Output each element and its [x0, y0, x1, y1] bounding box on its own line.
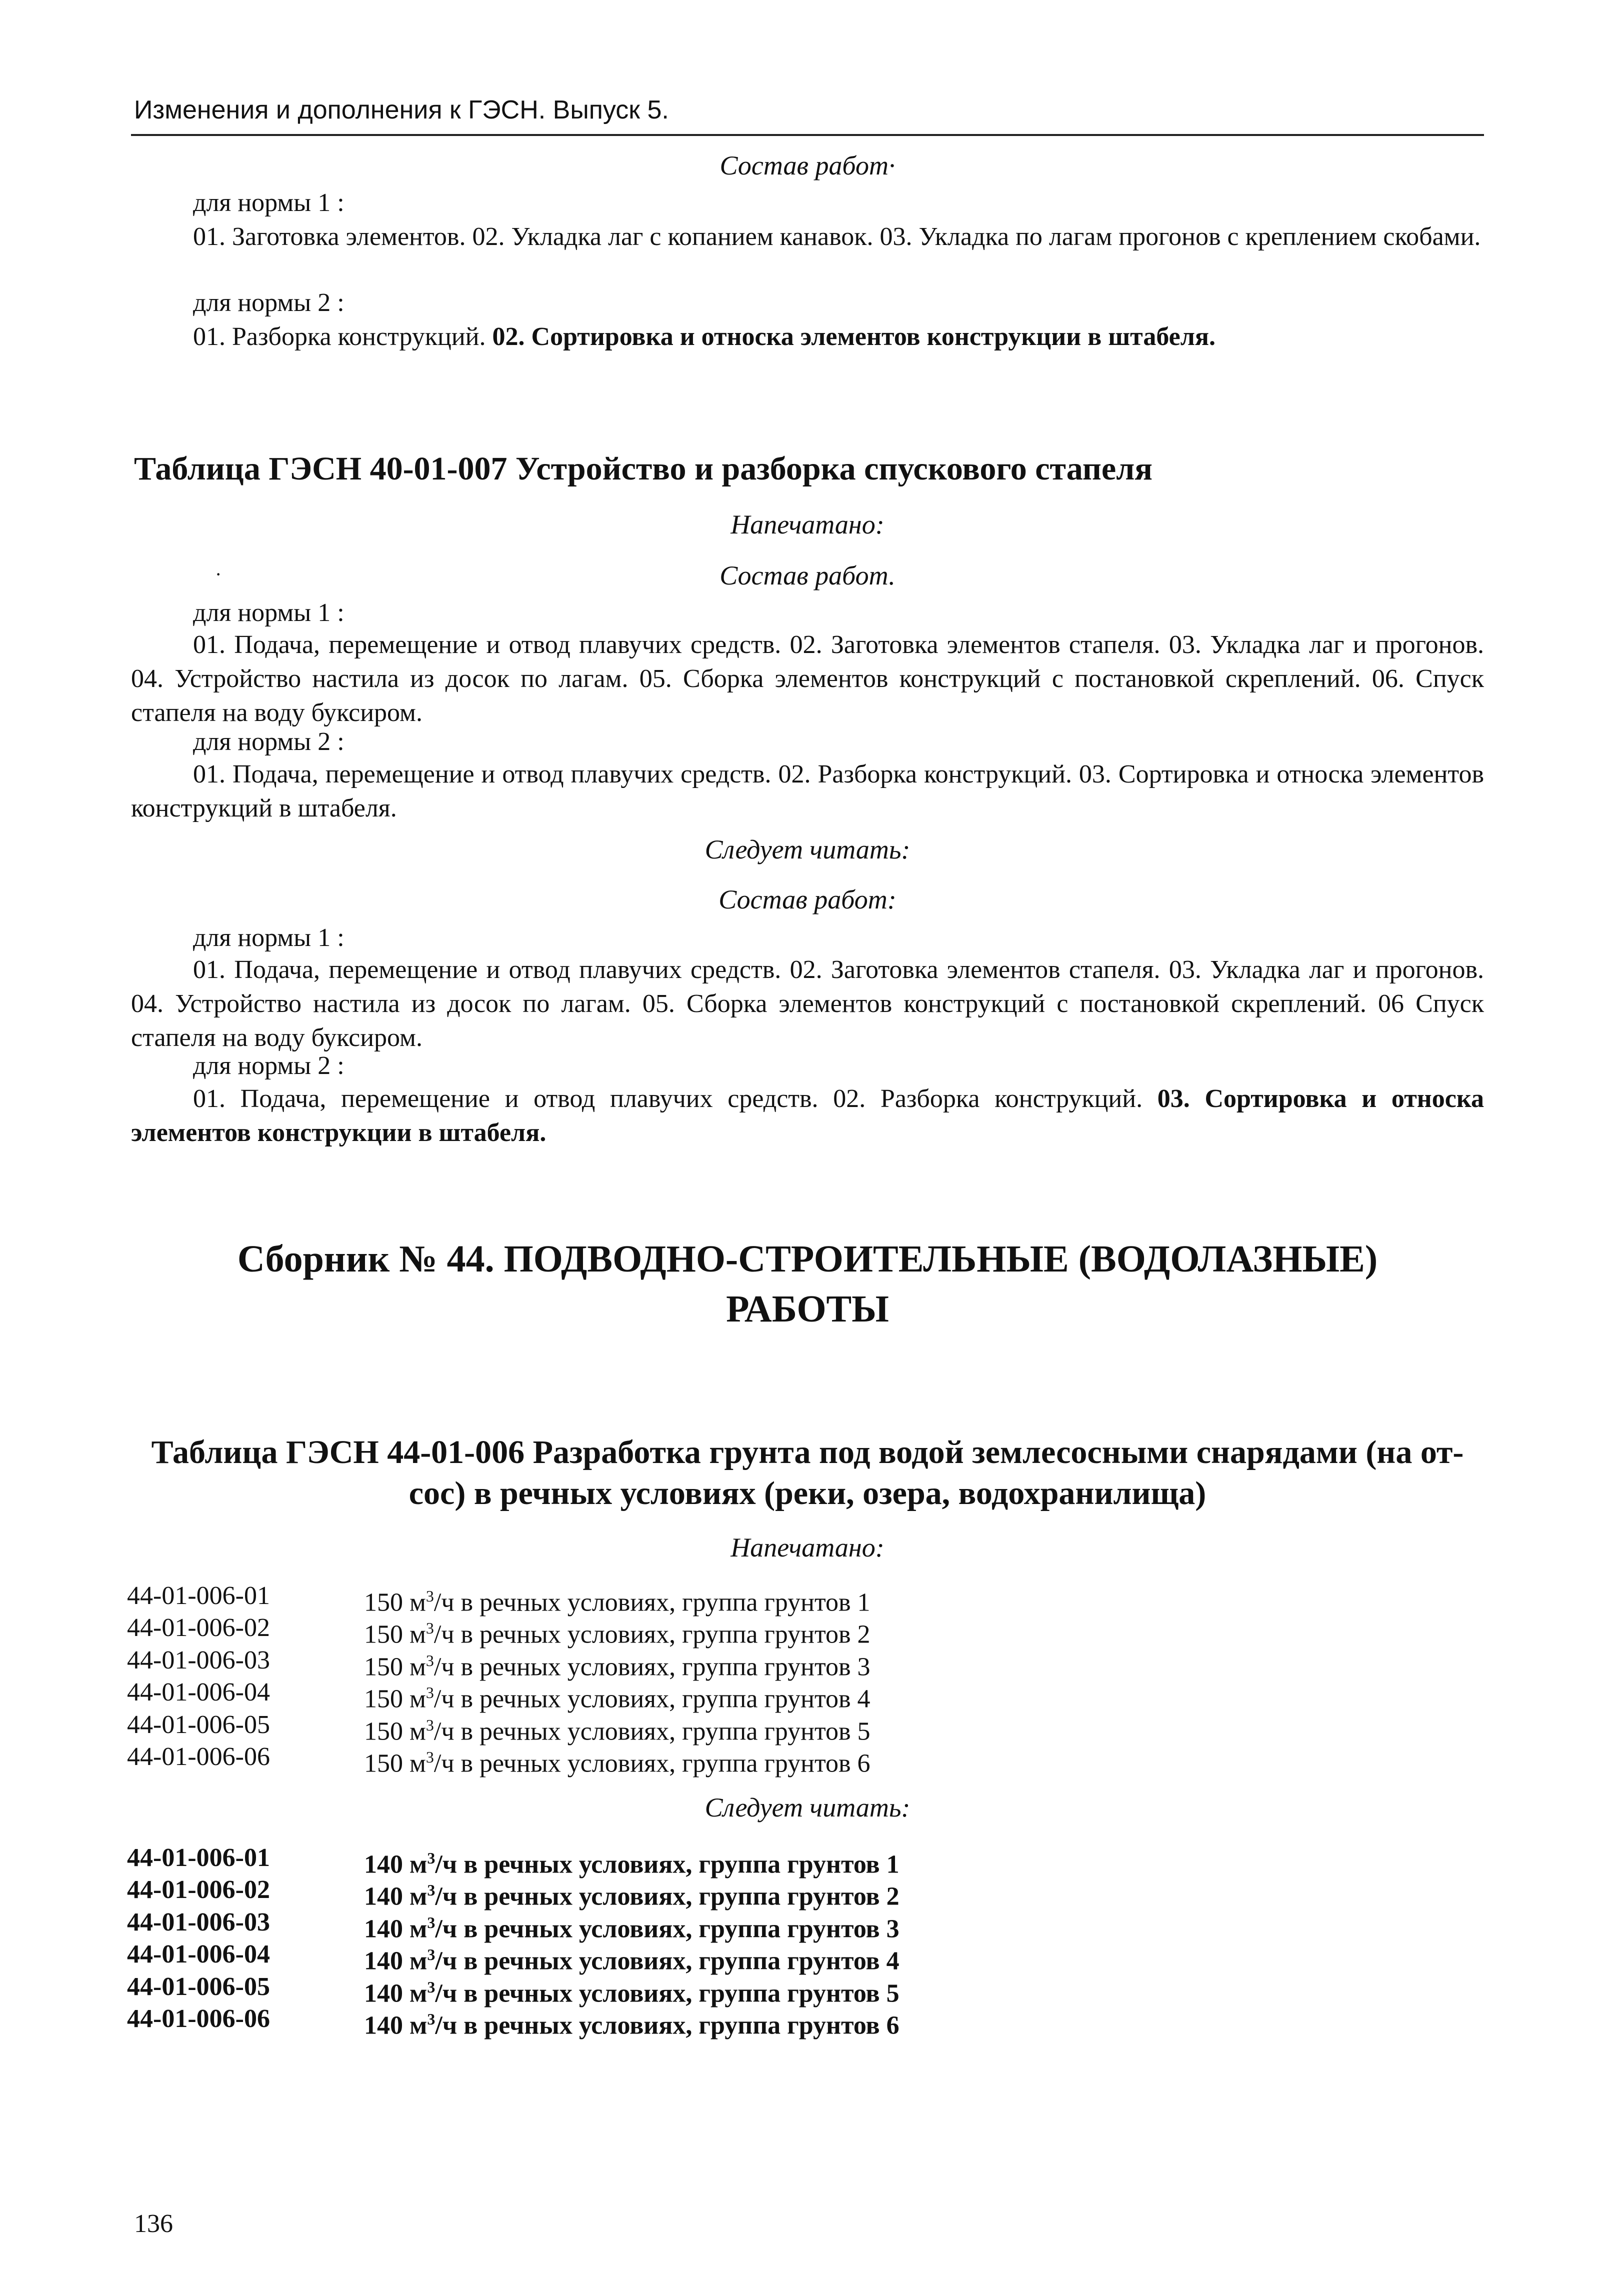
- norm-rate: 140 м: [364, 1946, 428, 1976]
- printed-norm2-label: для нормы 2 :: [193, 728, 344, 756]
- running-header: Изменения и дополнения к ГЭСН. Выпуск 5.: [134, 96, 669, 124]
- norm-description-rest: /ч в речных условиях, группа грунтов 4: [434, 1684, 870, 1714]
- stray-mark: ·: [215, 563, 222, 586]
- norm-code: 44-01-006-03: [127, 1646, 270, 1674]
- collection-title-line2: РАБОТЫ: [726, 1288, 889, 1330]
- unit-exponent: 3: [427, 2010, 436, 2028]
- table-44-title-line1: Таблица ГЭСН 44-01-006 Разработка грунта под водой землесосными снарядами (на от-: [151, 1434, 1464, 1470]
- table-row: [127, 1580, 1327, 1617]
- norm-rate: 150 м: [364, 1652, 426, 1682]
- norm-code: 44-01-006-02: [127, 1876, 270, 1904]
- table-row: [127, 1741, 1327, 1778]
- table-44-printed-label: Напечатано:: [730, 1532, 884, 1562]
- unit-exponent: 3: [426, 1716, 434, 1734]
- norm-code: 44-01-006-02: [127, 1614, 270, 1642]
- unit-exponent: 3: [427, 1946, 436, 1964]
- table-row: [127, 1842, 1327, 1879]
- table-44-title-line2: сос) в речных условиях (реки, озера, водохранилища): [408, 1475, 1206, 1512]
- norm-description-rest: /ч в речных условиях, группа грунтов 3: [434, 1652, 870, 1682]
- printed-norm1-text: 01. Подача, перемещение и отвод плавучих средств. 02. Заготовка элементов стапеля. 03. Укладка лаг и прогонов. 04. Устройство настила из досок по лагам. 05. Сборка элементов конструкций с постановкой скреплений. 06. Спуск стапеля на воду буксиром.: [131, 630, 1484, 727]
- norm-description-rest: /ч в речных условиях, группа грунтов 6: [435, 2011, 900, 2040]
- table-44-title: [131, 1432, 1484, 1514]
- page-number: 136: [134, 2210, 173, 2238]
- collection-title: [131, 1234, 1484, 1334]
- printed-work-heading: Состав работ.: [720, 560, 896, 590]
- work-composition-heading: Состав работ·: [720, 150, 896, 180]
- unit-exponent: 3: [426, 1748, 434, 1766]
- norm-description: [364, 1741, 870, 1780]
- should-read-work-heading: Состав работ:: [718, 884, 896, 914]
- unit-exponent: 3: [426, 1587, 434, 1605]
- table-row: [127, 1612, 1327, 1649]
- norm-code: 44-01-006-05: [127, 1710, 270, 1739]
- norm-description-rest: /ч в речных условиях, группа грунтов 6: [434, 1749, 870, 1778]
- table-row: [127, 1676, 1327, 1714]
- unit-exponent: 3: [427, 1978, 436, 1996]
- table-row: [127, 1906, 1327, 1944]
- norm-rate: 140 м: [364, 2011, 428, 2040]
- norm-description-rest: /ч в речных условиях, группа грунтов 1: [434, 1588, 870, 1617]
- norm2-text-bold: 02. Сортировка и относка элементов конструкции в штабеля.: [492, 322, 1216, 351]
- should-read-norm2-label: для нормы 2 :: [193, 1052, 344, 1080]
- should-read-norm2-bold: 03. Сортировка и относка элементов конструкции в штабеля.: [131, 1084, 1484, 1147]
- table-row: [127, 1709, 1327, 1746]
- norm-code: 44-01-006-01: [127, 1844, 270, 1872]
- norm1-label: для нормы 1 :: [193, 188, 344, 217]
- norm-description: [364, 2003, 900, 2042]
- printed-norm1-label: для нормы 1 :: [193, 598, 344, 627]
- norm-code: 44-01-006-06: [127, 1742, 270, 1771]
- norm-rate: 150 м: [364, 1620, 426, 1649]
- unit-exponent: 3: [426, 1619, 434, 1638]
- norm-description-rest: /ч в речных условиях, группа грунтов 3: [435, 1914, 900, 1944]
- norm-description-rest: /ч в речных условиях, группа грунтов 2: [435, 1882, 900, 1911]
- table-row: [127, 1971, 1327, 2008]
- should-read-norm2-plain: 01. Подача, перемещение и отвод плавучих средств. 02. Разборка конструкций.: [193, 1084, 1143, 1113]
- printed-label: Напечатано:: [730, 510, 884, 540]
- norm-description-rest: /ч в речных условиях, группа грунтов 2: [434, 1620, 870, 1649]
- unit-exponent: 3: [427, 1881, 436, 1900]
- printed-norm2-text: 01. Подача, перемещение и отвод плавучих средств. 02. Разборка конструкций. 03. Сортировка и относка элементов конструкций в штабеля.: [131, 760, 1484, 822]
- norm-description-rest: /ч в речных условиях, группа грунтов 4: [435, 1946, 900, 1976]
- should-read-norm2-text: [131, 1082, 1484, 1150]
- norm-rate: 140 м: [364, 1914, 428, 1944]
- table-row: [127, 1644, 1327, 1682]
- unit-exponent: 3: [426, 1684, 434, 1702]
- header-rule: [131, 134, 1484, 136]
- norm1-text: 01. Заготовка элементов. 02. Укладка лаг с копанием канавок. 03. Укладка по лагам прогонов с креплением скобами.: [193, 222, 1481, 251]
- unit-exponent: 3: [427, 1849, 436, 1867]
- should-read-label: Следует читать:: [704, 834, 910, 864]
- norm-description-rest: /ч в речных условиях, группа грунтов 5: [434, 1716, 870, 1746]
- norm-rate: 150 м: [364, 1749, 426, 1778]
- norm-rate: 140 м: [364, 1882, 428, 1911]
- table-44-should-read-label: Следует читать:: [704, 1792, 910, 1822]
- norm2-label: для нормы 2 :: [193, 288, 344, 317]
- norm-code: 44-01-006-06: [127, 2004, 270, 2033]
- collection-title-line1: Сборник № 44. ПОДВОДНО-СТРОИТЕЛЬНЫЕ (ВОДОЛАЗНЫЕ): [237, 1238, 1378, 1280]
- table-row: [127, 2003, 1327, 2040]
- norm-rate: 150 м: [364, 1588, 426, 1617]
- norm-code: 44-01-006-04: [127, 1678, 270, 1707]
- norm2-text: [193, 320, 1216, 354]
- norm-rate: 150 м: [364, 1684, 426, 1714]
- table-row: [127, 1938, 1327, 1976]
- norm-code: 44-01-006-01: [127, 1582, 270, 1610]
- unit-exponent: 3: [427, 1913, 436, 1932]
- norm-description-rest: /ч в речных условиях, группа грунтов 1: [435, 1850, 900, 1879]
- norm2-text-plain: 01. Разборка конструкций.: [193, 322, 486, 351]
- norm-code: 44-01-006-05: [127, 1972, 270, 2001]
- should-read-codes-list: [127, 1842, 1327, 2040]
- unit-exponent: 3: [426, 1651, 434, 1670]
- norm-rate: 140 м: [364, 1850, 428, 1879]
- table-row: [127, 1874, 1327, 1911]
- should-read-norm1-text: 01. Подача, перемещение и отвод плавучих средств. 02. Заготовка элементов стапеля. 03. Укладка лаг и прогонов. 04. Устройство настила из досок по лагам. 05. Сборка элементов конструкций с постановкой скреплений. 06 Спуск стапеля на воду буксиром.: [131, 956, 1484, 1052]
- norm-code: 44-01-006-03: [127, 1908, 270, 1936]
- norm-description-rest: /ч в речных условиях, группа грунтов 5: [435, 1978, 900, 2008]
- printed-codes-list: [127, 1580, 1327, 1778]
- norm-rate: 140 м: [364, 1978, 428, 2008]
- norm-rate: 150 м: [364, 1716, 426, 1746]
- table-40-title: Таблица ГЭСН 40-01-007 Устройство и разборка спускового стапеля: [134, 450, 1152, 487]
- norm-code: 44-01-006-04: [127, 1940, 270, 1969]
- should-read-norm1-label: для нормы 1 :: [193, 924, 344, 952]
